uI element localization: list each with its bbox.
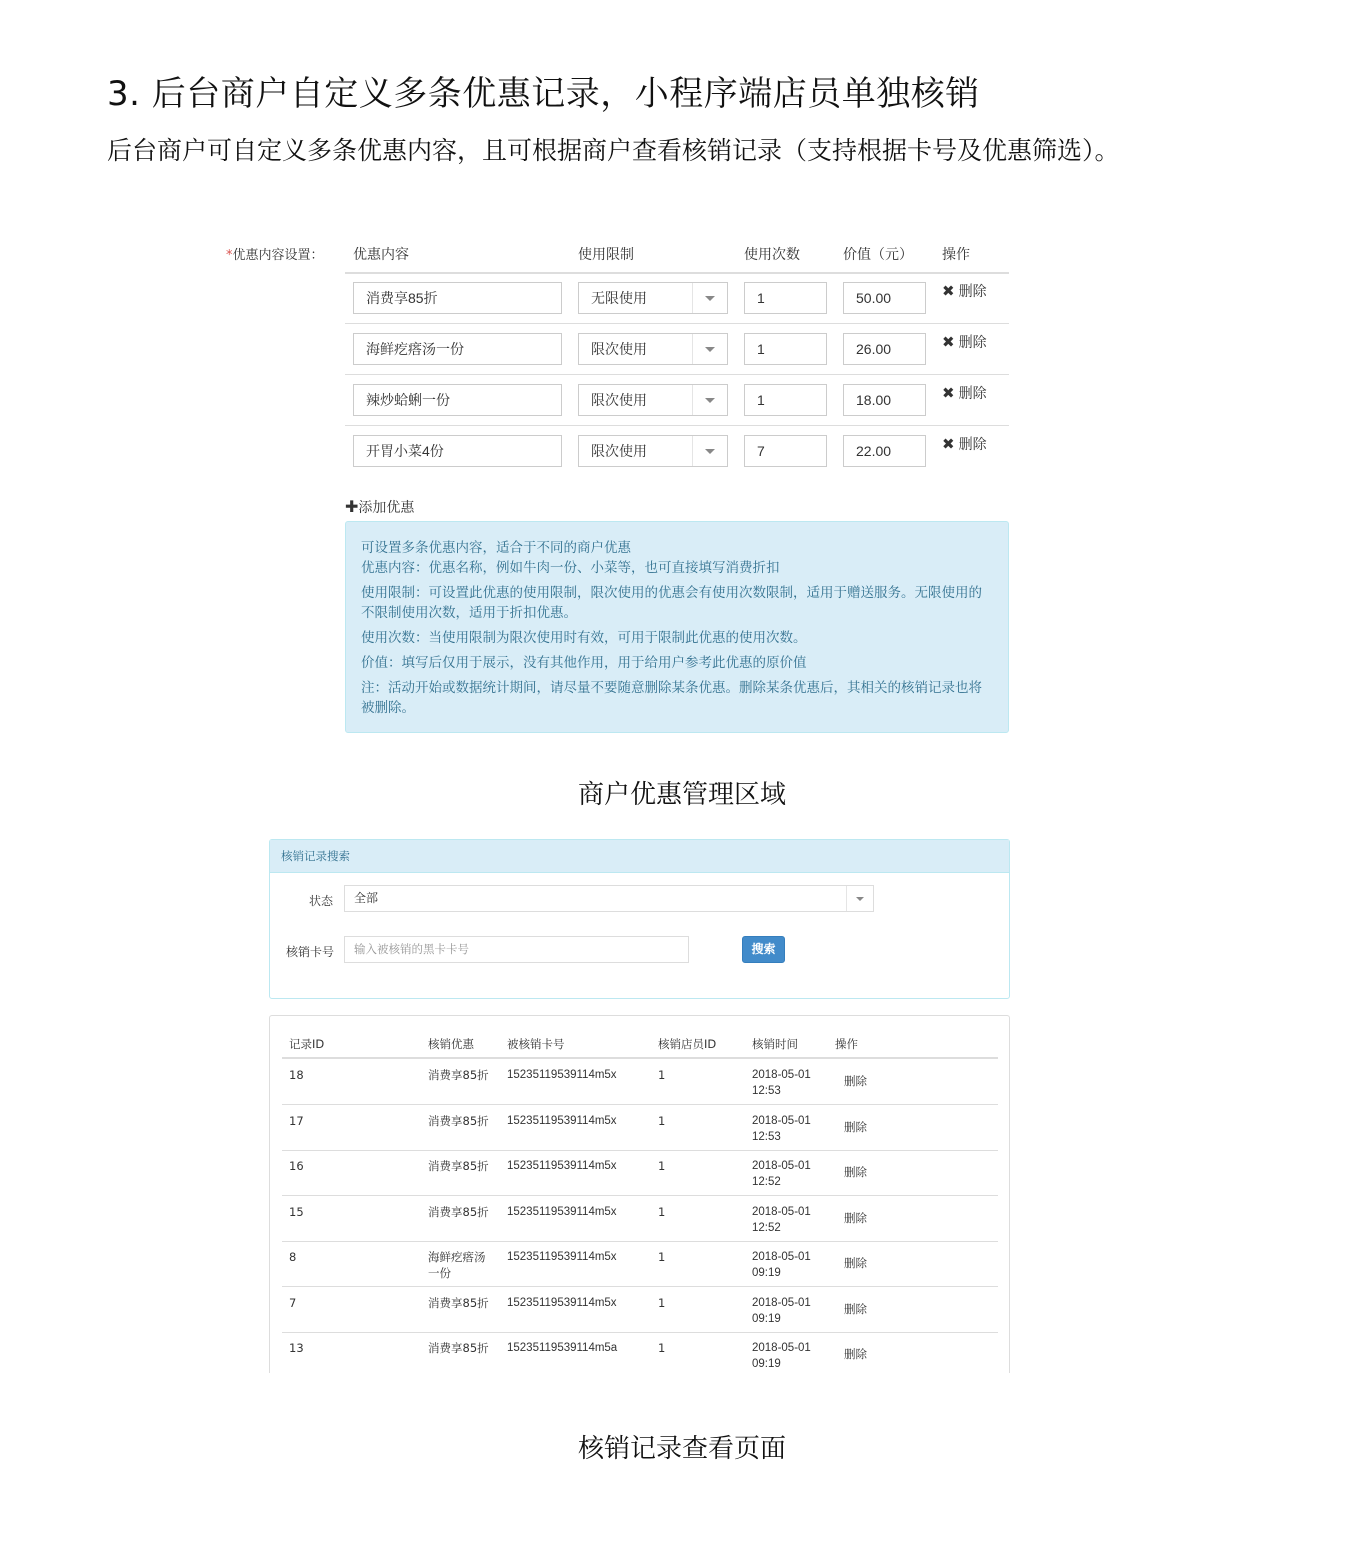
coupon-name-input[interactable]: 开胃小菜4份 bbox=[353, 435, 562, 467]
record-card: 15235119539114m5x bbox=[507, 1206, 617, 1218]
record-id: 7 bbox=[289, 1296, 297, 1310]
tip-line: 优惠内容：优惠名称，例如牛肉一份、小菜等，也可直接填写消费折扣 bbox=[361, 560, 780, 576]
record-coupon: 海鲜疙瘩汤一份 bbox=[428, 1250, 486, 1280]
coupon-delete-label: 删除 bbox=[958, 437, 987, 453]
coupon-price-input[interactable]: 18.00 bbox=[843, 384, 926, 416]
coupon-row bbox=[345, 426, 1009, 476]
chevron-down-icon bbox=[856, 897, 864, 901]
header-price: 价值（元） bbox=[843, 247, 913, 263]
status-select[interactable] bbox=[344, 885, 874, 912]
coupon-delete-button[interactable] bbox=[942, 383, 987, 403]
record-time: 2018-05-01 09:19 bbox=[752, 1251, 811, 1279]
coupon-settings-label bbox=[226, 244, 324, 263]
record-delete-button[interactable]: 删除 bbox=[844, 1211, 867, 1225]
coupon-limit-select[interactable] bbox=[578, 333, 728, 365]
table-row bbox=[282, 1196, 998, 1242]
coupon-name-input[interactable]: 消费享85折 bbox=[353, 282, 562, 314]
coupon-count-input[interactable]: 1 bbox=[744, 384, 827, 416]
add-coupon-label: 添加优惠 bbox=[358, 500, 415, 516]
chevron-down-icon bbox=[705, 398, 715, 403]
coupon-delete-button[interactable] bbox=[942, 332, 987, 352]
coupon-delete-button[interactable] bbox=[942, 281, 987, 301]
coupon-delete-button[interactable] bbox=[942, 434, 987, 454]
header-coupon: 核销优惠 bbox=[428, 1037, 474, 1051]
record-coupon: 消费享85折 bbox=[428, 1159, 489, 1173]
table-row bbox=[282, 1241, 998, 1287]
coupon-limit-select[interactable] bbox=[578, 282, 728, 314]
table-row bbox=[282, 1105, 998, 1151]
coupon-limit-value: 限次使用 bbox=[591, 443, 647, 459]
header-action: 操作 bbox=[835, 1037, 858, 1051]
record-coupon: 消费享85折 bbox=[428, 1296, 489, 1310]
coupon-delete-label: 删除 bbox=[958, 284, 987, 300]
chevron-down-icon bbox=[705, 347, 715, 352]
coupon-count-input[interactable]: 1 bbox=[744, 282, 827, 314]
record-time: 2018-05-01 12:53 bbox=[752, 1115, 811, 1143]
close-icon: ✖ bbox=[942, 435, 955, 453]
coupon-price-input[interactable]: 22.00 bbox=[843, 435, 926, 467]
caption-coupon-management: 商户优惠管理区域 bbox=[577, 780, 786, 810]
record-card: 15235119539114m5x bbox=[507, 1297, 617, 1309]
chevron-down-icon bbox=[705, 296, 715, 301]
coupon-count-input[interactable]: 7 bbox=[744, 435, 827, 467]
tip-line: 使用次数：当使用限制为限次使用时有效，可用于限制此优惠的使用次数。 bbox=[361, 630, 807, 646]
document-title: 3. 后台商户自定义多条优惠记录，小程序端店员单独核销 bbox=[107, 74, 980, 114]
card-number-label: 核销卡号 bbox=[286, 945, 335, 959]
record-time: 2018-05-01 12:53 bbox=[752, 1069, 811, 1097]
header-limit: 使用限制 bbox=[578, 247, 634, 263]
caption-records-page: 核销记录查看页面 bbox=[577, 1434, 786, 1464]
coupon-settings-label-text: 优惠内容设置： bbox=[232, 248, 324, 263]
plus-icon: ✚ bbox=[345, 497, 359, 516]
record-time: 2018-05-01 12:52 bbox=[752, 1160, 811, 1188]
coupon-delete-label: 删除 bbox=[958, 386, 987, 402]
close-icon: ✖ bbox=[942, 282, 955, 300]
coupon-table-header bbox=[345, 232, 1009, 274]
coupon-row bbox=[345, 324, 1009, 375]
tip-line: 价值：填写后仅用于展示，没有其他作用，用于给用户参考此优惠的原价值 bbox=[361, 655, 807, 671]
record-card: 15235119539114m5a bbox=[507, 1342, 618, 1354]
record-delete-button[interactable]: 删除 bbox=[844, 1120, 867, 1134]
record-coupon: 消费享85折 bbox=[428, 1068, 489, 1082]
coupon-name-input[interactable]: 海鲜疙瘩汤一份 bbox=[353, 333, 562, 365]
coupon-count-input[interactable]: 1 bbox=[744, 333, 827, 365]
record-card: 15235119539114m5x bbox=[507, 1251, 617, 1263]
coupon-limit-select[interactable] bbox=[578, 435, 728, 467]
header-content: 优惠内容 bbox=[353, 247, 409, 263]
tip-line: 使用限制：可设置此优惠的使用限制，限次使用的优惠会有使用次数限制，适用于赠送服务。无限使用的不限制使用次数，适用于折扣优惠。 bbox=[361, 585, 982, 621]
record-coupon: 消费享85折 bbox=[428, 1205, 489, 1219]
record-time: 2018-05-01 09:19 bbox=[752, 1297, 811, 1325]
record-card: 15235119539114m5x bbox=[507, 1115, 617, 1127]
header-action: 操作 bbox=[942, 247, 970, 263]
record-staff-id: 1 bbox=[658, 1205, 666, 1219]
record-id: 18 bbox=[289, 1068, 304, 1082]
record-id: 15 bbox=[289, 1205, 304, 1219]
record-delete-button[interactable]: 删除 bbox=[844, 1302, 867, 1316]
header-staff-id: 核销店员ID bbox=[658, 1037, 717, 1051]
header-time: 核销时间 bbox=[752, 1037, 798, 1051]
record-id: 17 bbox=[289, 1114, 304, 1128]
record-staff-id: 1 bbox=[658, 1296, 666, 1310]
header-record-id: 记录ID bbox=[289, 1037, 325, 1051]
tip-line: 注：活动开始或数据统计期间，请尽量不要随意删除某条优惠。删除某条优惠后，其相关的核销记录也将被删除。 bbox=[361, 680, 982, 716]
record-delete-button[interactable]: 删除 bbox=[844, 1074, 867, 1088]
table-row bbox=[282, 1059, 998, 1105]
record-delete-button[interactable]: 删除 bbox=[844, 1165, 867, 1179]
coupon-row bbox=[345, 375, 1009, 426]
coupon-limit-select[interactable] bbox=[578, 384, 728, 416]
coupon-limit-value: 限次使用 bbox=[591, 341, 647, 357]
close-icon: ✖ bbox=[942, 384, 955, 402]
record-staff-id: 1 bbox=[658, 1114, 666, 1128]
search-button[interactable]: 搜索 bbox=[742, 936, 785, 963]
record-time: 2018-05-01 09:19 bbox=[752, 1342, 811, 1370]
record-staff-id: 1 bbox=[658, 1250, 666, 1264]
record-time: 2018-05-01 12:52 bbox=[752, 1206, 811, 1234]
status-value: 全部 bbox=[354, 891, 379, 905]
document-description: 后台商户可自定义多条优惠内容，且可根据商户查看核销记录（支持根据卡号及优惠筛选）。 bbox=[107, 136, 1120, 165]
coupon-name-input[interactable]: 辣炒蛤蜊一份 bbox=[353, 384, 562, 416]
record-card: 15235119539114m5x bbox=[507, 1160, 617, 1172]
record-staff-id: 1 bbox=[658, 1159, 666, 1173]
status-label: 状态 bbox=[309, 894, 334, 908]
record-coupon: 消费享85折 bbox=[428, 1114, 489, 1128]
coupon-price-input[interactable]: 26.00 bbox=[843, 333, 926, 365]
table-row bbox=[282, 1332, 998, 1373]
chevron-down-icon bbox=[705, 449, 715, 454]
record-id: 16 bbox=[289, 1159, 304, 1173]
record-staff-id: 1 bbox=[658, 1341, 666, 1355]
record-coupon: 消费享85折 bbox=[428, 1341, 489, 1355]
add-coupon-button[interactable] bbox=[345, 497, 414, 517]
table-row bbox=[282, 1150, 998, 1196]
coupon-delete-label: 删除 bbox=[958, 335, 987, 351]
record-id: 13 bbox=[289, 1341, 304, 1355]
records-table-header bbox=[282, 1032, 998, 1059]
record-card: 15235119539114m5x bbox=[507, 1069, 617, 1081]
header-card: 被核销卡号 bbox=[507, 1037, 565, 1051]
coupon-limit-value: 无限使用 bbox=[591, 290, 647, 306]
record-id: 8 bbox=[289, 1250, 297, 1264]
coupon-row bbox=[345, 273, 1009, 324]
record-search-panel bbox=[269, 839, 1010, 999]
records-table-panel bbox=[269, 1015, 1010, 1373]
coupon-limit-value: 限次使用 bbox=[591, 392, 647, 408]
table-row bbox=[282, 1287, 998, 1333]
coupon-tips-box bbox=[345, 521, 1009, 733]
coupon-price-input[interactable]: 50.00 bbox=[843, 282, 926, 314]
record-delete-button[interactable]: 删除 bbox=[844, 1256, 867, 1270]
record-search-title: 核销记录搜索 bbox=[270, 840, 1009, 873]
required-star: * bbox=[226, 248, 233, 263]
close-icon: ✖ bbox=[942, 333, 955, 351]
header-count: 使用次数 bbox=[744, 247, 800, 263]
card-number-input[interactable]: 输入被核销的黑卡卡号 bbox=[344, 936, 689, 963]
record-delete-button[interactable]: 删除 bbox=[844, 1347, 867, 1361]
tip-line: 可设置多条优惠内容，适合于不同的商户优惠 bbox=[361, 540, 631, 556]
record-staff-id: 1 bbox=[658, 1068, 666, 1082]
